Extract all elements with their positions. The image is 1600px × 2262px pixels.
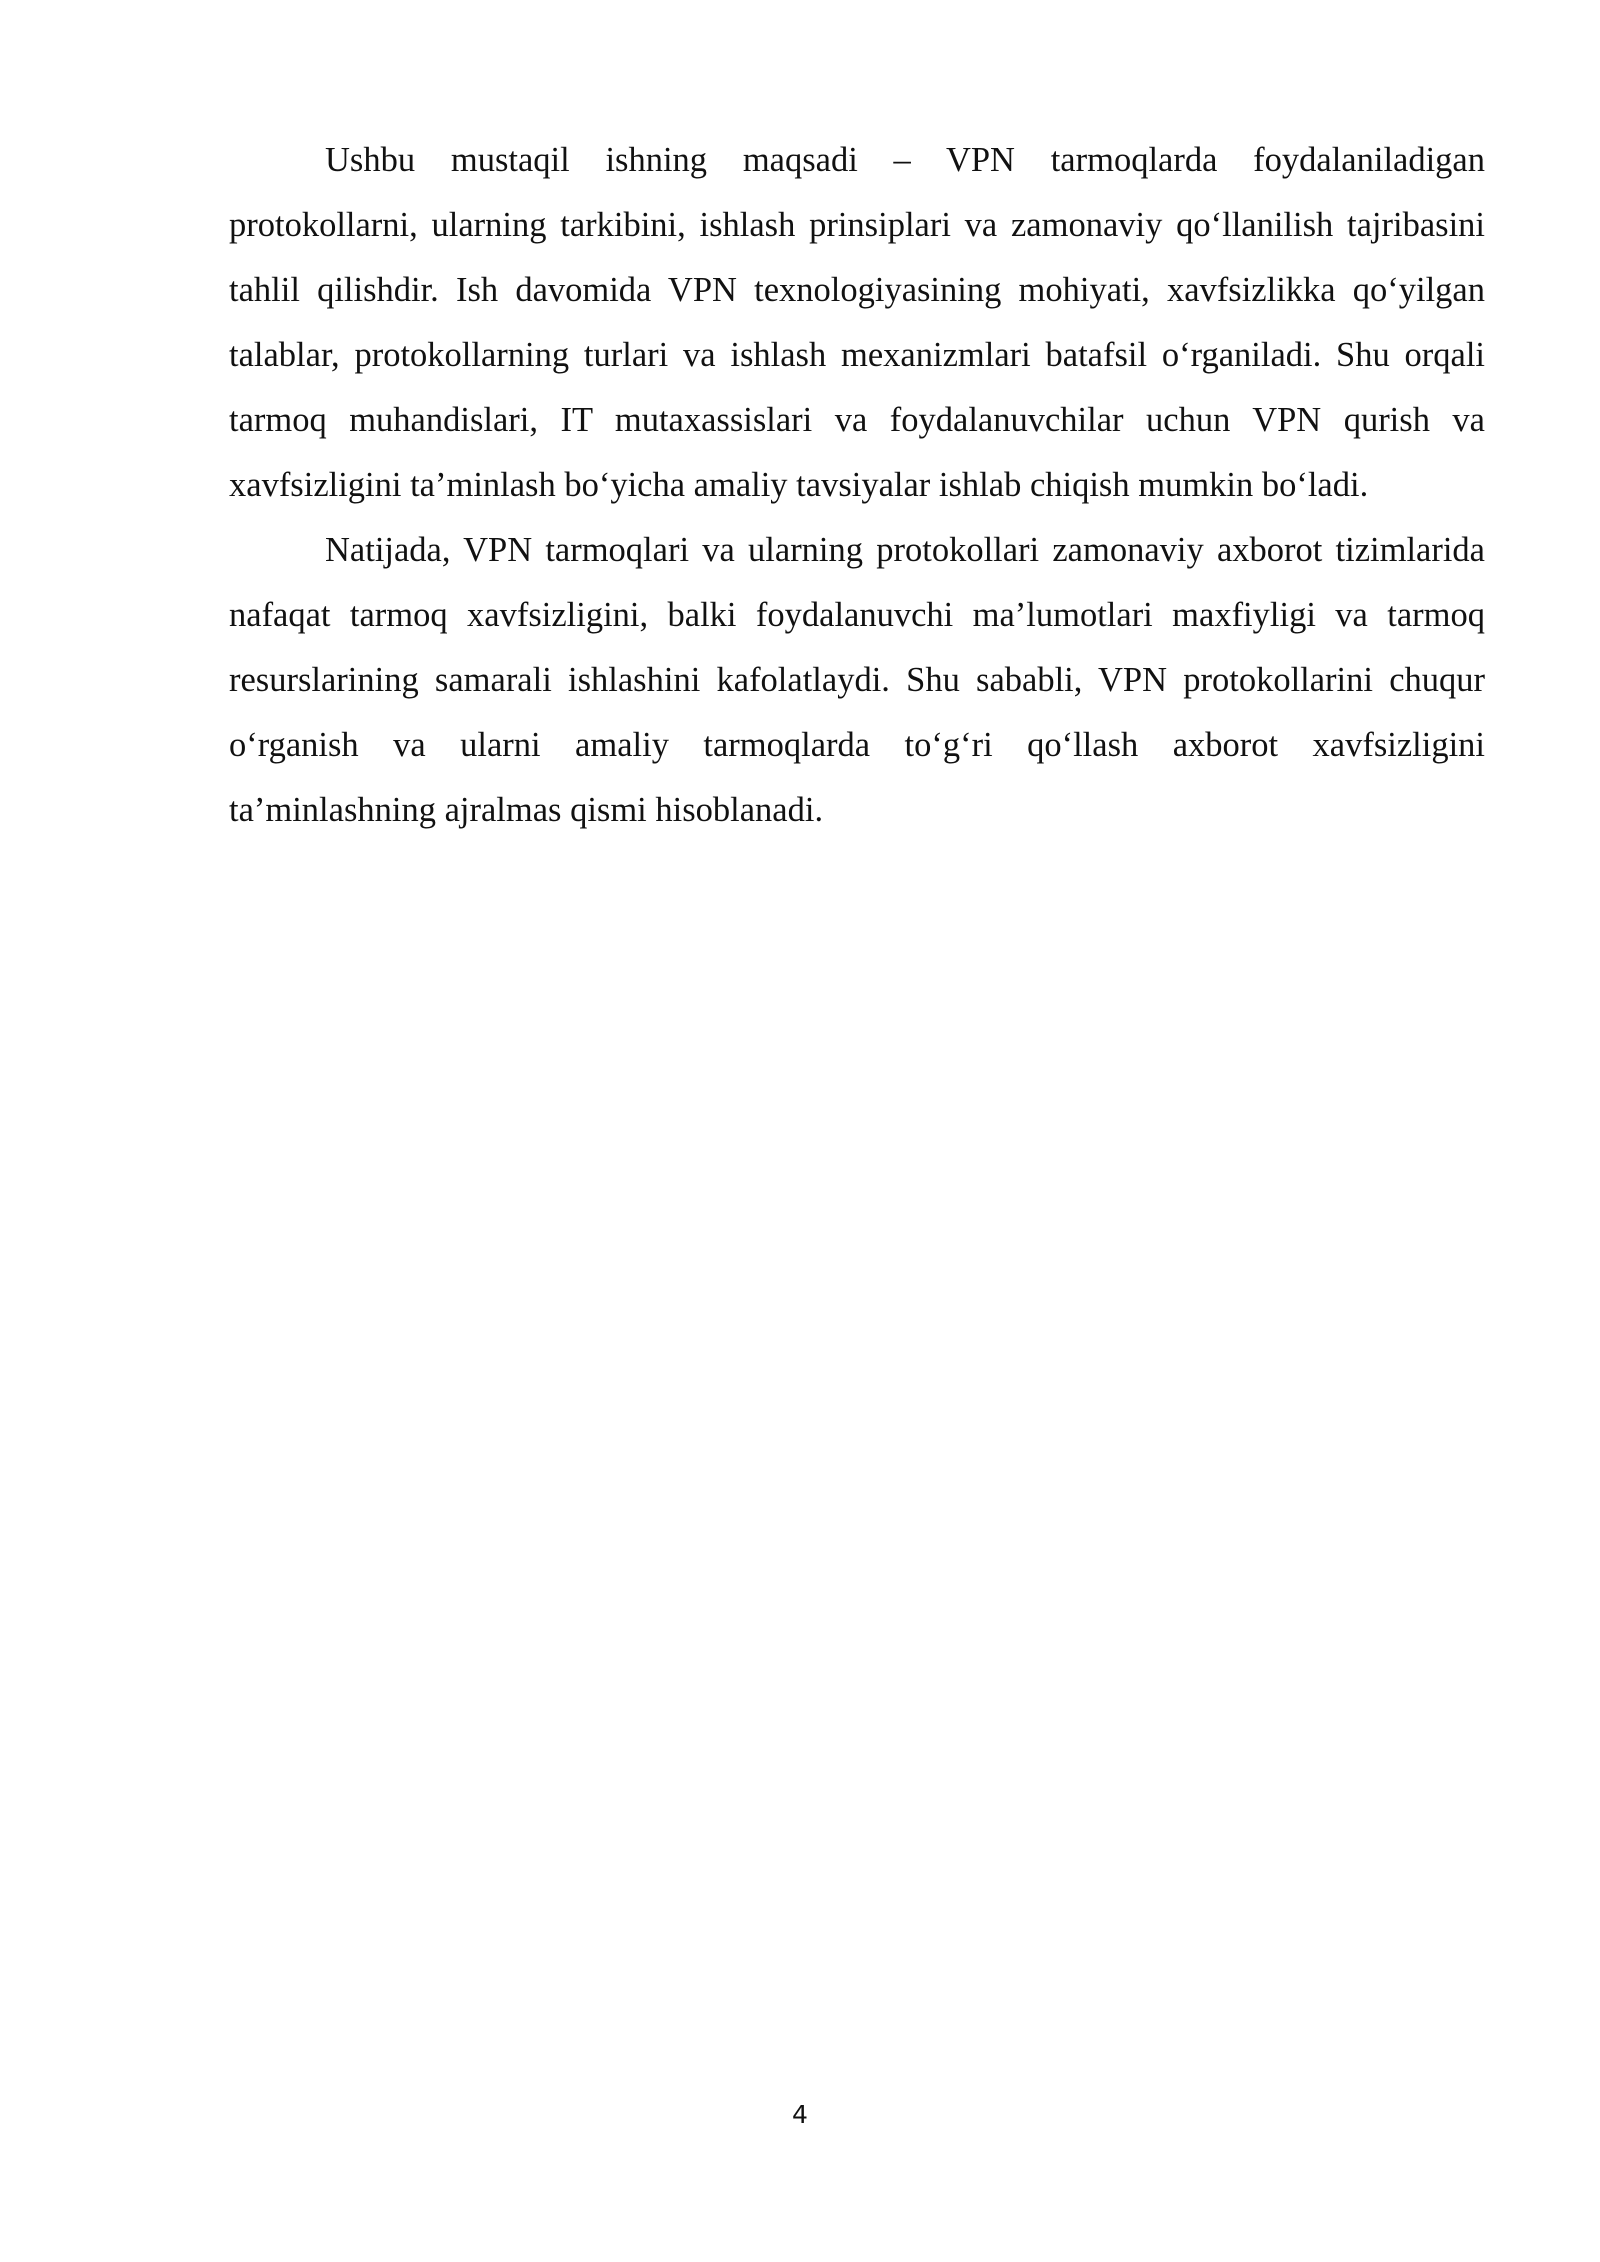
paragraph-purpose: Ushbu mustaqil ishning maqsadi – VPN tarmoqlarda foydalaniladigan protokollarni, ularning tarkibini, ishlash prinsiplari va zamonaviy qo‘llanilish tajribasini tahlil qilishdir. Ish davomida VPN texnologiyasining mohiyati, xavfsizlikka qo‘yilgan talablar, protokollarning turlari va ishlash mexanizmlari batafsil o‘rganiladi. Shu orqali tarmoq muhandislari, IT mutaxassislari va foydalanuvchilar uchun VPN qurish va xavfsizligini ta’minlash bo‘yicha amaliy tavsiyalar ishlab chiqish mumkin bo‘ladi. (229, 141, 1485, 504)
paragraph-conclusion: Natijada, VPN tarmoqlari va ularning protokollari zamonaviy axborot tizimlarida nafaqat tarmoq xavfsizligini, balki foydalanuvchi ma’lumotlari maxfiyligi va tarmoq resurslarining samarali ishlashini kafolatlaydi. Shu sababli, VPN protokollarini chuqur o‘rganish va ularni amaliy tarmoqlarda to‘g‘ri qo‘llash axborot xavfsizligini ta’minlashning ajralmas qismi hisoblanadi. (229, 531, 1485, 829)
page-number: 4 (792, 2100, 808, 2129)
body-text (229, 128, 1485, 843)
